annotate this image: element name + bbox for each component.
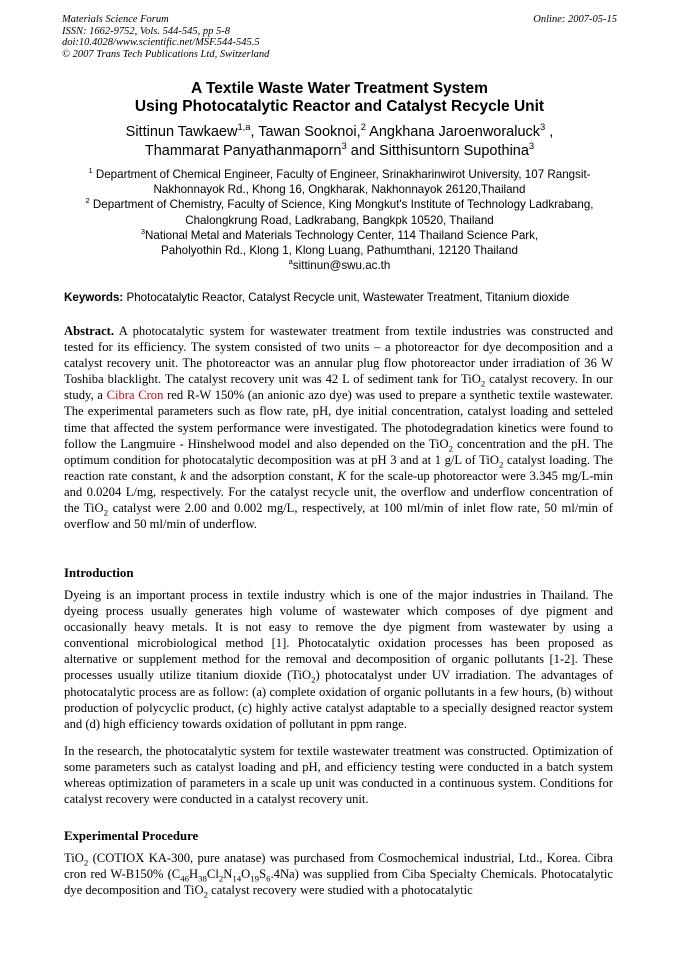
author-sup: 3 [540,121,546,133]
introduction-heading: Introduction [64,566,134,580]
paper-title [62,80,617,116]
author-sup: 2 [360,121,366,133]
affiliation-number: 2 [85,196,90,206]
doi: doi:10.4028/www.scientific.net/MSF.544-545.5 [62,37,260,48]
author-sup: 3 [528,140,535,152]
journal-name: Materials Science Forum [62,14,169,25]
author-name: Sittinun Tawkaew [125,124,238,140]
introduction-paragraph-1: Dyeing is an important process in textile industry which is one of the major industries in Thailand. The dyeing process usually generates high volume of wastewater which composes of dye pigment and occasionally heavy metals. It is not easy to remove the dye pigment from wastewater by using a conventional microbiological method [1]. Photocatalytic oxidation processes has been proposed as alternative or supplement method for the removal and decomposition of organic pollutants [1-2]. These processes usually utilize titanium dioxide (TiO$_2$) photocatalyst under UV irradiation. The advantages of photocatalytic process are as follow: (a) complete oxidation of organic pollutants in a few hours, (b) without production of polycyclic product, (c) highly active catalyst adaptable to a specially designed reactor system and (d) high efficiency towards oxidation of pollutant in ppm range. [64,588,613,731]
affiliations [62,167,617,273]
keywords-label: Keywords: [64,291,124,304]
author-name: , Tawan Sooknoi, [250,124,361,140]
copyright: © 2007 Trans Tech Publications Ltd, Switzerland [62,48,270,60]
issn: ISSN: 1662-9752, Vols. 544-545, pp 5-8 [62,25,230,37]
author-sup: 3 [341,140,347,152]
author-list [62,123,617,161]
affiliation-number: 1 [88,166,93,176]
author-name: Angkhana Jaroenworaluck [365,124,541,140]
email-line [62,258,617,273]
abstract-label: Abstract. [64,324,115,338]
keywords-text: Photocatalytic Reactor, Catalyst Recycle unit, Wastewater Treatment, Titanium dioxide [123,291,570,304]
author-line-2 [62,142,617,161]
author-sup: 1,a [237,121,251,133]
author-line-1 [62,123,617,142]
author-email: sittinun@swu.ac.th [292,259,391,273]
experimental-paragraph: TiO$_2$ (COTIOX KA-300, pure anatase) was purchased from Cosmochemical industrial, Ltd., Korea. Cibra cron red W-B150% $(C_{46}H_{38}Cl_2N_{14}O_{19}S_6.4Na)$ was supplied from Ciba Specialty Chemicals. Photocatalytic dye decomposition and TiO$_2$ catalyst recovery were studied with a photocatalytic [64,851,614,900]
affiliation-line: $^1$ Department of Chemical Engineer, Faculty of Engineer, Srinakharinwirot University, 107 Rangsit- [88,166,591,181]
affiliation-line: Paholyothin Rd., Klong 1, Klong Luang, Pathumthani, 12120 Thailand [161,244,518,258]
highlighted-dye-name: Cibra Cron [106,388,164,403]
author-sep: , [545,124,554,140]
affiliation-line: $^2$ Department of Chemistry, Faculty of Science, King Mongkut's Institute of Technology Ladkrabang, [85,196,594,212]
online-date: Online: 2007-05-15 [533,14,617,25]
introduction-paragraph-2: In the research, the photocatalytic system for textile wastewater treatment was constructed. Optimization of some parameters such as catalyst loading and pH, and efficiency testing were conducted in a batch system whereas optimization of parameters in a scale up unit was conducted in a continuous system. Conditions for catalyst recovery were conducted in a catalyst recovery unit. [64,744,613,807]
affiliation-number: a [288,257,293,267]
affiliation-line: Nakhonnayok Rd., Khong 16, Ongkharak, Nakhonnayok 26120,Thailand [153,183,526,197]
affiliation-line: $^3$National Metal and Materials Technology Center, 114 Thailand Science Park, [140,226,539,242]
affiliation-line: Chalongkrung Road, Ladkrabang, Bangkpk 10520, Thailand [185,213,494,227]
title-line-2: Using Photocatalytic Reactor and Catalyst Recycle Unit [134,98,545,115]
abstract: Abstract. A photocatalytic system for wastewater treatment from textile industries was constructed and tested for its efficiency. The system consisted of two units – a photoreactor for dye decomposition and a catalyst recovery unit. The photoreactor was an annular plug flow photoreactor under irradiation of 36 W Toshiba blacklight. The catalyst recovery unit was 42 L of sediment tank for TiO$_2$ catalyst recovery. In our study, a Cibra Cron red R-W 150% (an anionic azo dye) was used to prepare a synthetic textile wastewater. The experimental parameters such as flow rate, pH, dye initial concentration, catalyst loading and setteled time that affected the system performance were investigated. The photodegradation kinetics were found to follow the Langmuire - Hinshelwood model and also depended on the TiO$_2$ concentration and the pH. The optimum condition for photocatalytic decomposition was at pH 3 and at 1 g/L of TiO$_2$ catalyst loading. The reaction rate constant, k and the adsorption constant, K for the scale-up photoreactor were 3.345 mg/L-min and 0.0204 L/mg, respectively. For the catalyst recycle unit, the overflow and underflow concentration of the TiO$_2$ catalyst were 2.00 and 0.002 mg/L, respectively, at 100 ml/min of inlet flow rate, 50 ml/min of overflow and 50 ml/min of underflow. [64,324,614,532]
title-line-1: A Textile Waste Water Treatment System [191,80,488,97]
journal-header [62,14,617,60]
author-name: and Sitthisuntorn Supothina [346,143,529,159]
author-name: Thammarat Panyathanmaporn [144,143,342,159]
experimental-heading: Experimental Procedure [64,829,199,843]
affiliation-number: 3 [140,226,146,236]
keywords [64,290,619,305]
